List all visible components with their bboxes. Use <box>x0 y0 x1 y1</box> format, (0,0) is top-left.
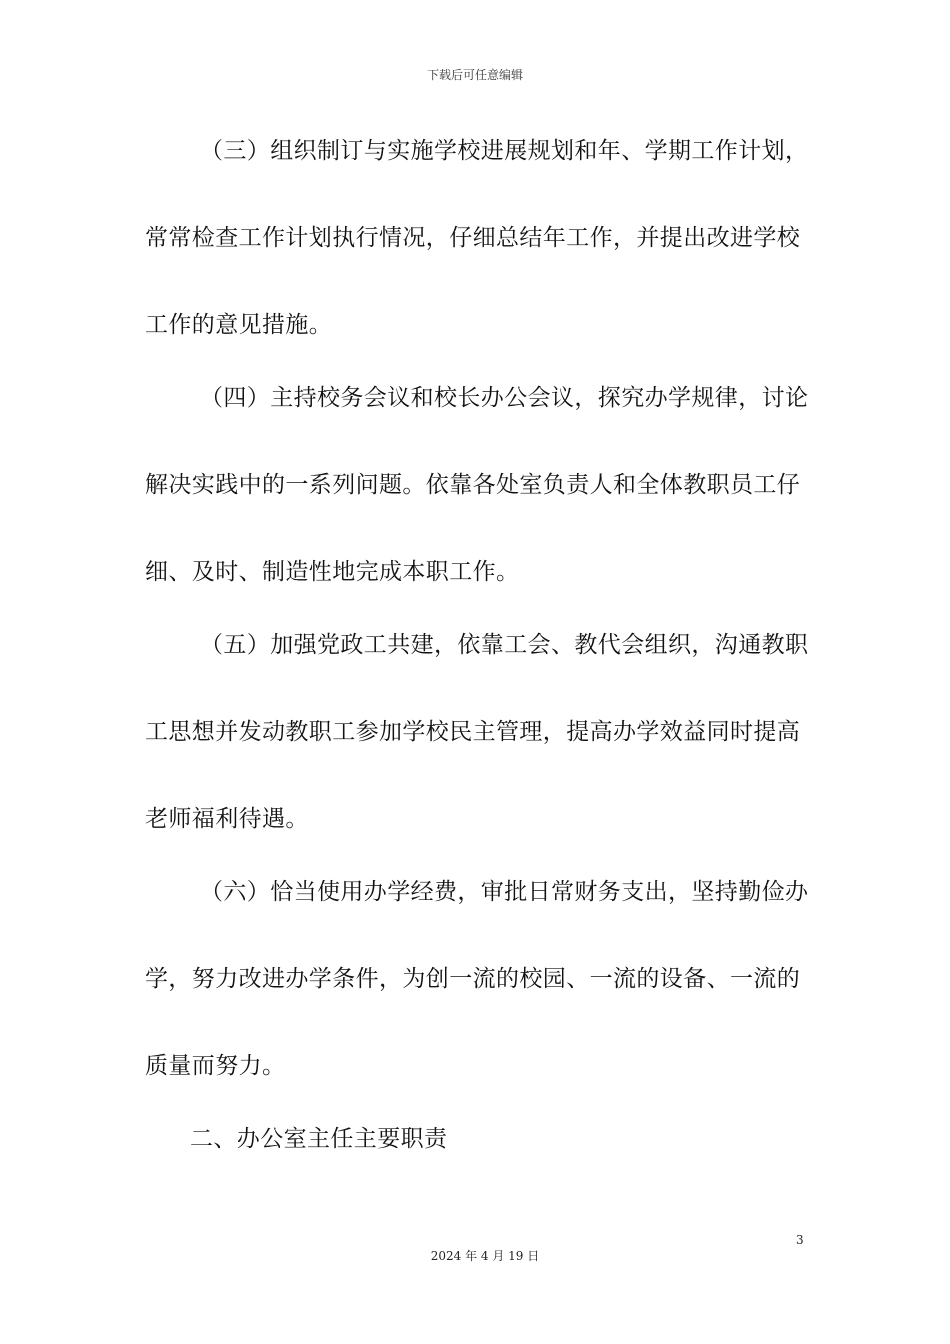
paragraph-line: 工作的意见措施。 <box>145 312 333 338</box>
paragraph-line: （六）恰当使用办学经费，审批日常财务支出，坚持勤俭办 <box>200 879 809 905</box>
paragraph-line: 质量而努力。 <box>145 1053 286 1079</box>
footer-date: 2024 年 4 月 19 日 <box>430 1249 540 1263</box>
paragraph-line: （四）主持校务会议和校长办公会议，探究办学规律，讨论 <box>200 385 809 411</box>
section-heading: 二、办公室主任主要职责 <box>190 1126 448 1152</box>
paragraph-line: 常常检查工作计划执行情况，仔细总结年工作，并提出改进学校 <box>145 225 801 251</box>
page-header: 下载后可任意编辑 <box>426 68 523 82</box>
page-number: 3 <box>796 1233 804 1247</box>
paragraph-line: 老师福利待遇。 <box>145 806 309 832</box>
paragraph-line: 细、及时、制造性地完成本职工作。 <box>145 559 520 585</box>
paragraph-line: 学，努力改进办学条件，为创一流的校园、一流的设备、一流的 <box>145 966 801 992</box>
paragraph-line: 解决实践中的一系列问题。依靠各处室负责人和全体教职员工仔 <box>145 472 801 498</box>
paragraph-line: （五）加强党政工共建，依靠工会、教代会组织，沟通教职 <box>200 632 809 658</box>
paragraph-line: （三）组织制订与实施学校进展规划和年、学期工作计划， <box>200 138 809 164</box>
paragraph-line: 工思想并发动教职工参加学校民主管理，提高办学效益同时提高 <box>145 719 801 745</box>
